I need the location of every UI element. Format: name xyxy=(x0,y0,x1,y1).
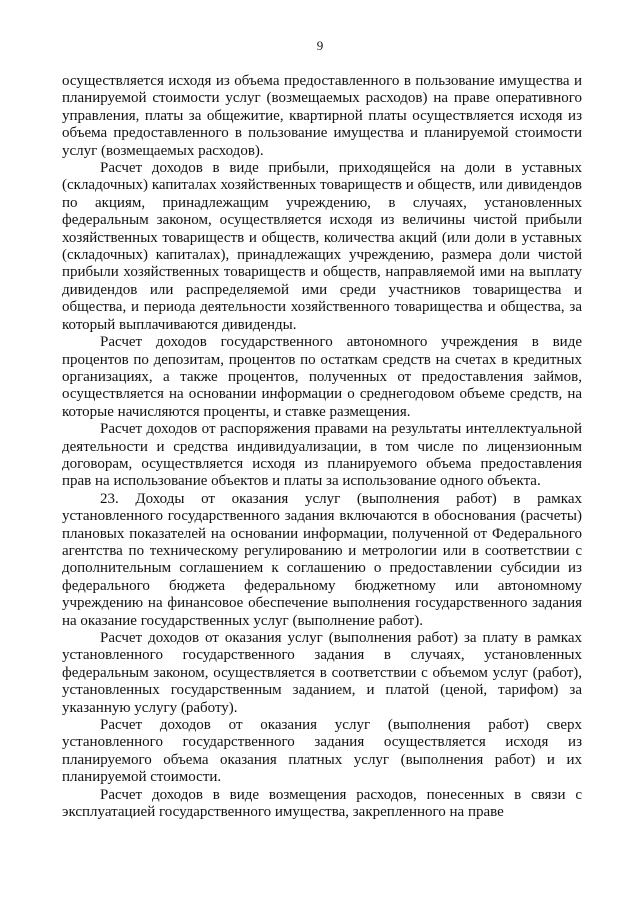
paragraph-reimbursement: Расчет доходов в виде возмещения расходов, понесенных в связи с эксплуатацией государственного имущества, закрепленного на праве xyxy=(62,786,582,821)
paragraph-paid-services: Расчет доходов от оказания услуг (выполнения работ) за плату в рамках установленного государственного задания в случаях, установленных федеральным законом, осуществляется в соответствии с объемом услуг (работ), установленных государственным заданием, и платой (ценой, тарифом) за указанную услугу (работу). xyxy=(62,630,582,716)
paragraph-item-23: 23. Доходы от оказания услуг (выполнения работ) в рамках установленного государственного задания включаются в обоснования (расчеты) плановых показателей на основании информации, полученной от Федерального агентства по техническому регулированию и метрологии или в соответствии с дополнительным соглашением к соглашению о предоставлении субсидии из федерального бюджета федеральному бюджетному или автономному учреждению на финансовое обеспечение выполнения государственного задания на оказание государственных услуг (выполнение работ). xyxy=(62,490,582,629)
document-body xyxy=(62,73,582,821)
page-number: 9 xyxy=(316,38,324,53)
paragraph-intellectual-property: Расчет доходов от распоряжения правами на результаты интеллектуальной деятельности и средства индивидуализации, в том числе по лицензионным договорам, осуществляется исходя из планируемого объема предоставления прав на использование объектов и платы за использование одного объекта. xyxy=(62,421,582,490)
paragraph-dividends: Расчет доходов в виде прибыли, приходящейся на доли в уставных (складочных) капиталах хозяйственных товариществ и обществ, или дивидендов по акциям, принадлежащим учреждению, в случаях, установленных федеральным законом, осуществляется исходя из величины чистой прибыли хозяйственных товариществ и обществ, количества акций (или доли в уставных (складочных) капиталах), принадлежащих учреждению, размера доли чистой прибыли хозяйственных товариществ и обществ, направляемой ими на выплату дивидендов или распределяемой ими среди участников товарищества и общества, и периода деятельности хозяйственного товарищества и общества, за который выплачиваются дивиденды. xyxy=(62,160,582,333)
paragraph-interest: Расчет доходов государственного автономного учреждения в виде процентов по депозитам, процентов по остаткам средств на счетах в кредитных организациях, а также процентов, полученных от предоставления займов, осуществляется на основании информации о среднегодовом объеме средств, на которые начисляются проценты, и ставке размещения. xyxy=(62,334,582,420)
paragraph-continuation: осуществляется исходя из объема предоставленного в пользование имущества и планируемой стоимости услуг (возмещаемых расходов) на праве оперативного управления, платы за общежитие, квартирной платы осуществляется исходя из объема предоставленного в пользование имущества и планируемой стоимости услуг (возмещаемых расходов). xyxy=(62,73,582,159)
paragraph-above-assignment: Расчет доходов от оказания услуг (выполнения работ) сверх установленного государственного задания осуществляется исходя из планируемого объема оказания платных услуг (выполнения работ) и их планируемой стоимости. xyxy=(62,717,582,786)
